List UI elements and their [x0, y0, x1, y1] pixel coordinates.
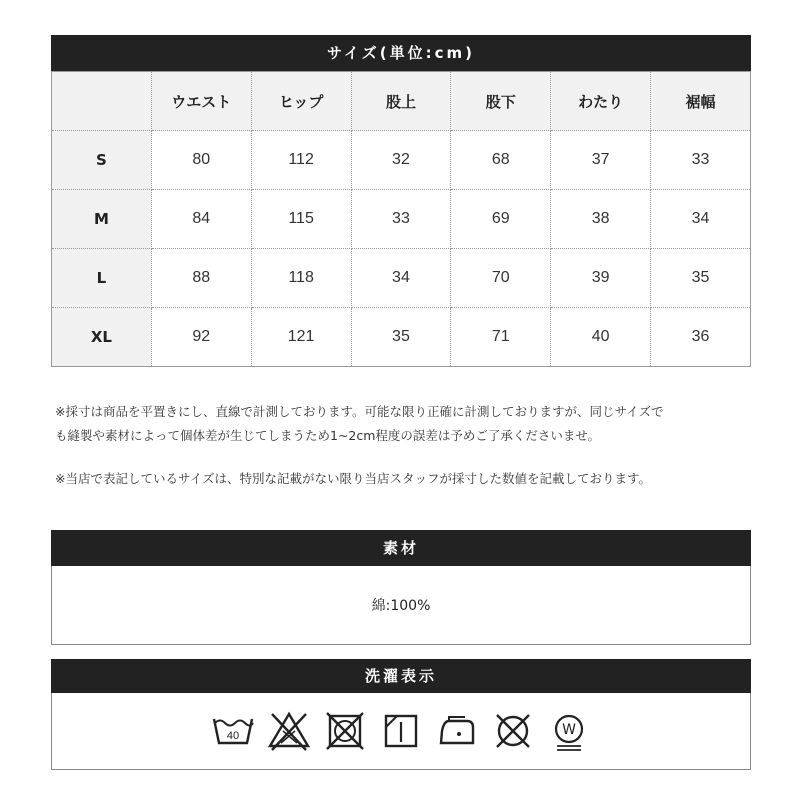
- care-icons-row: [51, 693, 751, 770]
- table-cell: 118: [251, 249, 351, 308]
- size-table-panel: [51, 35, 751, 367]
- header-cell-hem: 裾幅: [651, 72, 751, 131]
- header-cell-hip: ヒップ: [251, 72, 351, 131]
- table-cell: 38: [551, 190, 651, 249]
- table-cell: 69: [451, 190, 551, 249]
- material-value: 綿:100%: [371, 598, 431, 614]
- table-cell: 34: [651, 190, 751, 249]
- wet-clean-mild-icon: [547, 709, 591, 753]
- size-label: L: [52, 249, 152, 308]
- table-cell: 71: [451, 308, 551, 367]
- table-cell: 121: [251, 308, 351, 367]
- care-panel: [51, 659, 751, 770]
- table-cell: 68: [451, 131, 551, 190]
- table-cell: 34: [351, 249, 451, 308]
- table-cell: 40: [551, 308, 651, 367]
- material-body: [51, 566, 751, 645]
- table-cell: 84: [151, 190, 251, 249]
- table-cell: 37: [551, 131, 651, 190]
- header-cell-rise: 股上: [351, 72, 451, 131]
- size-label: M: [52, 190, 152, 249]
- size-table-title: サイズ(単位:cm): [51, 35, 751, 71]
- table-row: [52, 131, 751, 190]
- no-dry-clean-icon: [491, 709, 535, 753]
- size-source-note: [55, 467, 775, 491]
- material-title: 素材: [51, 530, 751, 566]
- care-title: 洗濯表示: [51, 659, 751, 693]
- header-cell-empty: [52, 72, 152, 131]
- note-line-2: も縫製や素材によって個体差が生じてしまうため1~2cm程度の誤差は予めご了承くださいませ。: [55, 428, 601, 443]
- note-line-3: ※当店で表記しているサイズは、特別な記載がない限り当店スタッフが採寸した数値を記載しております。: [55, 471, 651, 486]
- table-cell: 33: [351, 190, 451, 249]
- drip-dry-vertical-shade-icon: [379, 709, 423, 753]
- material-panel: [51, 530, 751, 645]
- wash-temperature-label: 40: [226, 730, 240, 742]
- table-cell: 112: [251, 131, 351, 190]
- table-cell: 32: [351, 131, 451, 190]
- note-line-1: ※採寸は商品を平置きにし、直線で計測しております。可能な限り正確に計測しておりますが、同じサイズで: [55, 404, 664, 419]
- table-row: [52, 308, 751, 367]
- size-table-header-row: [52, 72, 751, 131]
- no-tumble-dry-icon: [323, 709, 367, 753]
- size-label: S: [52, 131, 152, 190]
- table-cell: 92: [151, 308, 251, 367]
- table-cell: 33: [651, 131, 751, 190]
- table-cell: 70: [451, 249, 551, 308]
- table-cell: 80: [151, 131, 251, 190]
- table-cell: 39: [551, 249, 651, 308]
- measurement-note: [55, 400, 775, 448]
- table-cell: 35: [651, 249, 751, 308]
- header-cell-waist: ウエスト: [151, 72, 251, 131]
- svg-text:W: W: [562, 722, 576, 738]
- table-cell: 36: [651, 308, 751, 367]
- no-bleach-icon: [267, 709, 311, 753]
- header-cell-thigh: わたり: [551, 72, 651, 131]
- table-cell: 35: [351, 308, 451, 367]
- table-row: [52, 249, 751, 308]
- wash-40-tub-icon: [211, 709, 255, 753]
- table-cell: 115: [251, 190, 351, 249]
- iron-low-icon: [435, 709, 479, 753]
- table-row: [52, 190, 751, 249]
- size-table: [51, 71, 751, 367]
- size-label: XL: [52, 308, 152, 367]
- table-cell: 88: [151, 249, 251, 308]
- header-cell-inseam: 股下: [451, 72, 551, 131]
